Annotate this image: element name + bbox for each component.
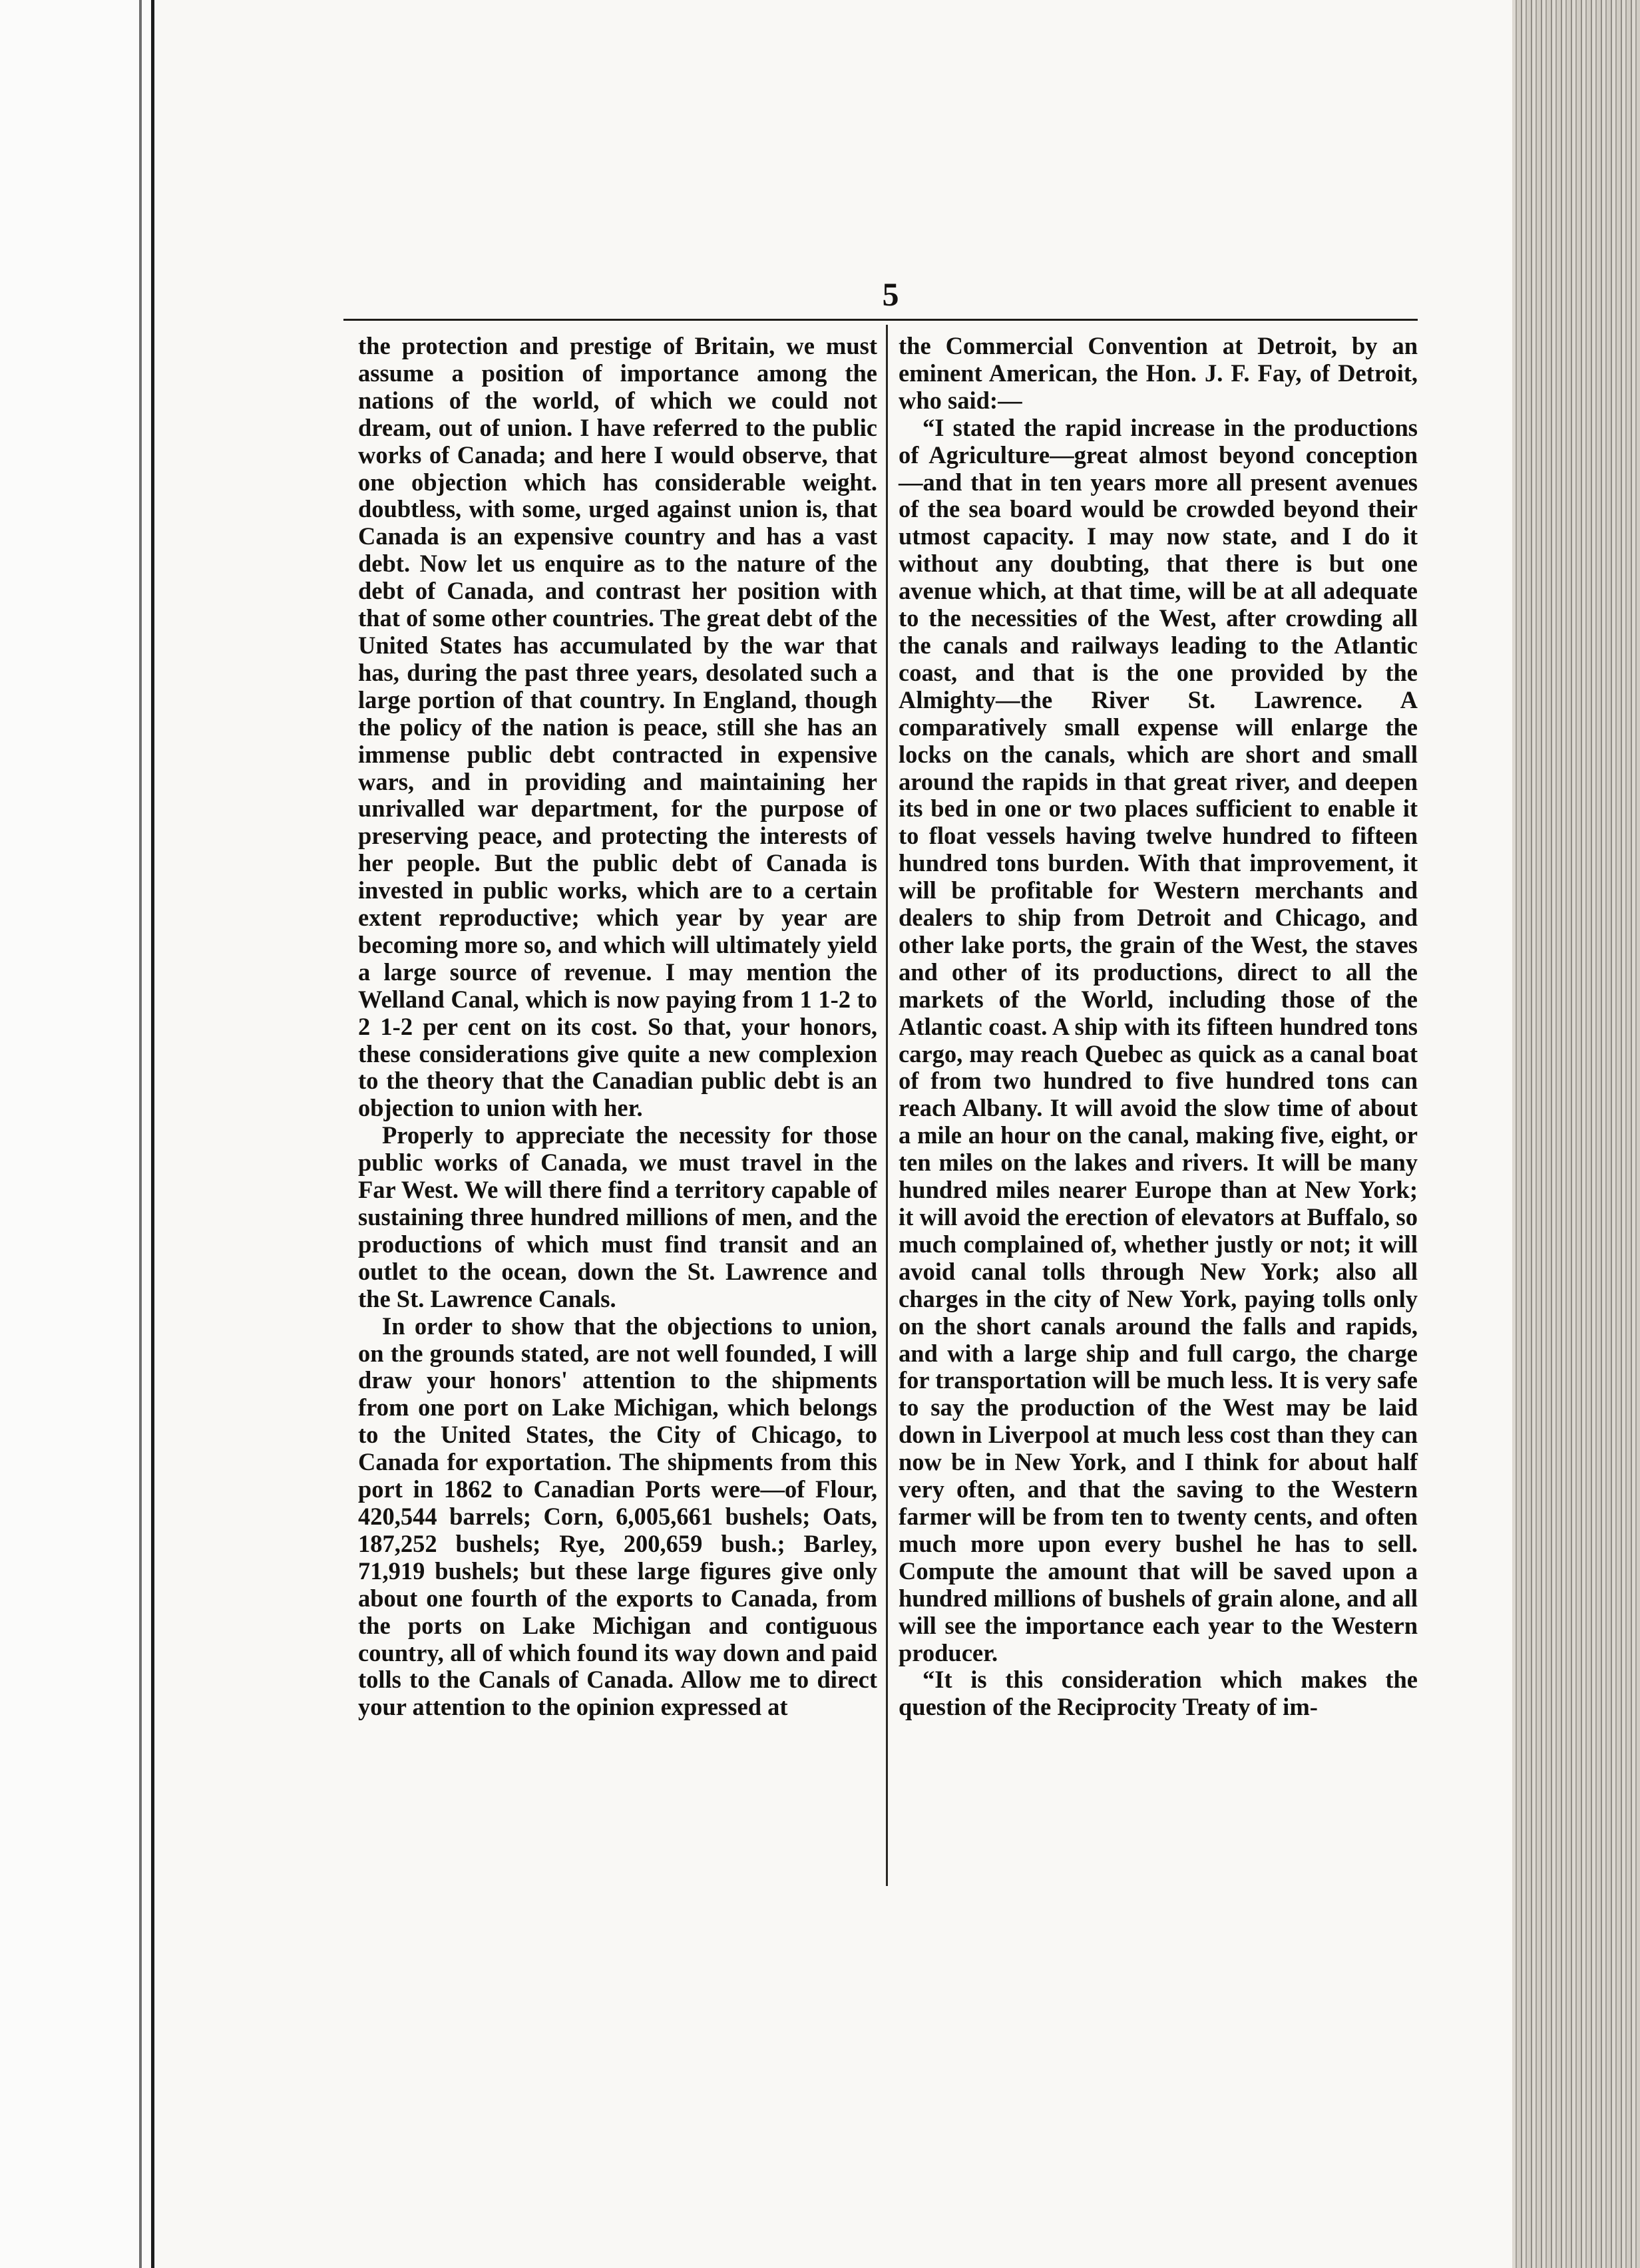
paragraph: the Commercial Convention at Detroit, by an eminent American, the Hon. J. F. Fay, of Detroit, who said:— [899,332,1418,414]
facing-page-edge [0,0,154,2268]
left-column [358,333,877,1721]
paragraph: In order to show that the objections to union, on the grounds stated, are not well founded, I will draw your honors' attention to the shipments from one port on Lake Michigan, which belongs to the United States, the City of Chicago, to Canada for exportation. The shipments from this port in 1862 to Canadian Ports were—of Flour, 420,544 barrels; Corn, 6,005,661 bushels; Oats, 187,252 bushels; Rye, 200,659 bush.; Barley, 71,919 bushels; but these large figures give only about one fourth of the exports to Canada, from the ports on Lake Michigan and contiguous country, all of which found its way down and paid tolls to the Canals of Canada. Allow me to direct your attention to the opinion expressed at [358,1312,877,1721]
paragraph: “I stated the rapid increase in the productions of Agriculture—great almost beyond conception—and that in ten years more all present avenues of the sea board would be crowded beyond their utmost capacity. I may now state, and I do it without any doubting, that there is but one avenue which, at that time, will be at all adequate to the necessities of the West, after crowding all the canals and railways leading to the Atlantic coast, and that is the one provided by the Almighty—the River St. Lawrence. A comparatively small expense will enlarge the locks on the canals, which are short and small around the rapids in that great river, and deepen its bed in one or two places sufficient to enable it to float vessels having twelve hundred to fifteen hundred tons burden. With that improvement, it will be profitable for Western merchants and dealers to ship from Detroit and Chicago, and other lake ports, the grain of the West, the staves and other of its productions, direct to all the markets of the World, including those of the Atlantic coast. A ship with its fifteen hundred tons cargo, may reach Quebec as quick as a canal boat of from two hundred to five hundred tons can reach Albany. It will avoid the slow time of about a mile an hour on the canal, making five, eight, or ten miles on the lakes and rivers. It will be many hundred miles nearer Europe than at New York; it will avoid the erection of elevators at Buffalo, so much complained of, whether justly or not; it will avoid canal tolls through New York; also all charges in the city of New York, paying tolls only on the short canals around the falls and rapids, and with a large ship and full cargo, the charge for transportation will be much less. It is very safe to say the production of the West may be laid down in Liverpool at much less cost than they can now be in New York, and I think for about half very often, and that the saving to the Western farmer will be from ten to twenty cents, and often much more upon every bushel he has to sell. Compute the amount that will be saved upon a hundred millions of bushels of grain alone, and all will see the importance each year to the Western producer. [899,413,1418,1666]
page-edges [1512,0,1640,2268]
header-rule [343,319,1418,321]
paragraph: Properly to appreciate the necessity for those public works of Canada, we must travel in the Far West. We will there find a territory capable of sustaining three hundred millions of men, and the productions of which must find transit and an outlet to the ocean, down the St. Lawrence and the St. Lawrence Canals. [358,1121,877,1312]
paragraph: “It is this consideration which makes the question of the Reciprocity Treaty of im- [899,1666,1418,1721]
paragraph: the protection and prestige of Britain, we must assume a position of importance among the nations of the world, of which we could not dream, out of union. I have referred to the public works of Canada; and here I would observe, that one objection which has considerable weight. doubtless, with some, urged against union is, that Canada is an expensive country and has a vast debt. Now let us enquire as to the nature of the debt of Canada, and contrast her position with that of some other countries. The great debt of the United States has accumulated by the war that has, during the past three years, desolated such a large portion of that country. In England, though the policy of the nation is peace, still she has an immense public debt contracted in expensive wars, and in providing and maintaining her unrivalled war department, for the purpose of preserving peace, and protecting the interests of her people. But the public debt of Canada is invested in public works, which are to a certain extent reproductive; which year by year are becoming more so, and which will ultimately yield a large source of revenue. I may mention the Welland Canal, which is now paying from 1 1-2 to 2 1-2 per cent on its cost. So that, your honors, these considerations give quite a new complexion to the theory that the Canadian public debt is an objection to union with her. [358,332,877,1122]
right-column [899,333,1418,1721]
column-divider [886,325,888,1886]
page-number: 5 [882,276,899,313]
